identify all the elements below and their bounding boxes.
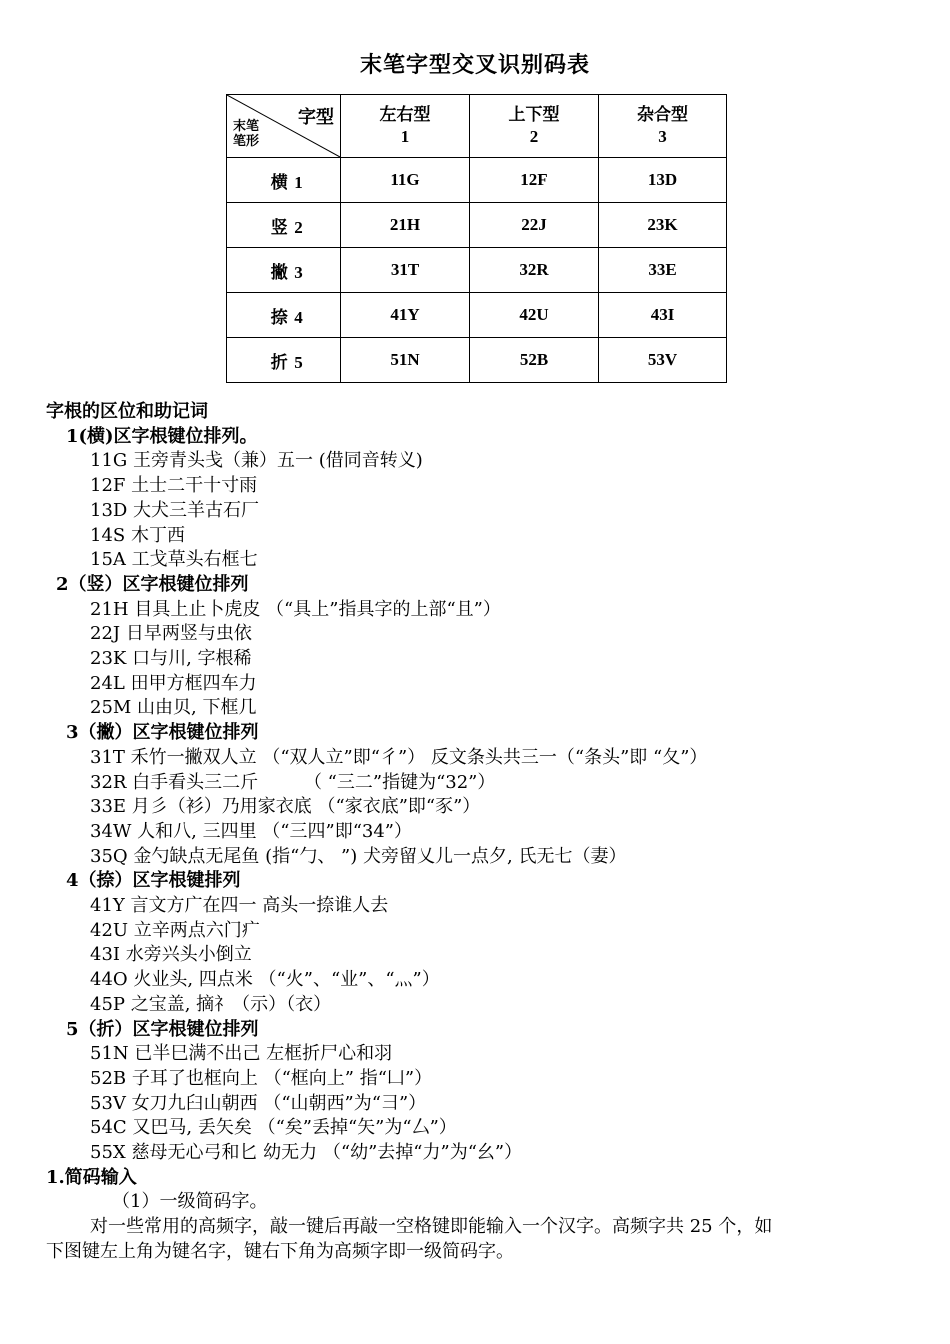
text-line: 对一些常用的高频字，敲一键后再敲一空格键即能输入一个汉字。高频字共 25 个，如 bbox=[90, 1216, 773, 1237]
column-header bbox=[470, 95, 599, 158]
text-line: 41Y 言文方广在四一 高头一捺谁人去 bbox=[90, 895, 389, 916]
text-line: 21H 目具上止卜虎皮 （“具上”指具字的上部“且”） bbox=[90, 599, 501, 620]
row-header bbox=[227, 158, 341, 203]
table-cell: 32R bbox=[470, 248, 599, 293]
text-line: 43I 水旁兴头小倒立 bbox=[90, 944, 252, 965]
row-header bbox=[227, 248, 341, 293]
text-line: 54C 又巴马, 丢矢矣 （“矣”丢掉“矢”为“厶”） bbox=[90, 1117, 457, 1138]
text-line: 34W 人和八, 三四里 （“三四”即“34”） bbox=[90, 821, 413, 842]
section-heading: 4（捺）区字根键排列 bbox=[66, 870, 241, 891]
table-cell: 12F bbox=[470, 158, 599, 203]
section-heading: 3（撇）区字根键位排列 bbox=[66, 722, 259, 743]
table-cell: 21H bbox=[341, 203, 470, 248]
table-row bbox=[227, 248, 727, 293]
text-line: 12F 土士二干十寸雨 bbox=[90, 475, 258, 496]
table-cell: 23K bbox=[599, 203, 727, 248]
table-cell: 11G bbox=[341, 158, 470, 203]
text-line: 13D 大犬三羊古石厂 bbox=[90, 500, 260, 521]
column-name: 杂合型 bbox=[637, 105, 688, 124]
table-cell: 42U bbox=[470, 293, 599, 338]
stroke-number: 1 bbox=[294, 172, 303, 192]
stroke-name: 折 bbox=[270, 352, 288, 372]
text-line: （1）一级简码字。 bbox=[112, 1191, 268, 1212]
text-line: 45P 之宝盖, 摘礻（示）（衣） bbox=[90, 994, 332, 1015]
identification-code-table bbox=[226, 94, 727, 383]
text-line: 33E 月彡（衫）乃用家衣底 （“家衣底”即“豕”） bbox=[90, 796, 481, 817]
text-line: 23K 口与川, 字根稀 bbox=[90, 648, 252, 669]
text-line: 32R 白手看头三二斤 （ “三二”指键为“32”） bbox=[90, 772, 496, 793]
text-line: 35Q 金勺缺点无尾鱼 (指“勹、 ”) 犬旁留乂儿一点夕, 氏无七（妻） bbox=[90, 846, 627, 867]
section-heading: 5（折）区字根键位排列 bbox=[66, 1019, 259, 1040]
section-heading: 1.简码输入 bbox=[46, 1167, 137, 1188]
corner-left-label-2: 笔形 bbox=[233, 133, 260, 148]
stroke-name: 撇 bbox=[270, 262, 288, 282]
corner-left-label-1: 末笔 bbox=[233, 118, 260, 133]
table-cell: 52B bbox=[470, 338, 599, 383]
stroke-number: 5 bbox=[294, 352, 303, 372]
text-line: 22J 日早两竖与虫依 bbox=[90, 623, 252, 644]
stroke-name: 竖 bbox=[270, 217, 288, 237]
text-line: 15A 工戈草头右框七 bbox=[90, 549, 258, 570]
table-cell: 22J bbox=[470, 203, 599, 248]
text-line: 25M 山由贝, 下框几 bbox=[90, 697, 257, 718]
text-line: 11G 王旁青头戋（兼）五一 (借同音转义) bbox=[90, 450, 423, 471]
stroke-number: 3 bbox=[294, 262, 303, 282]
table-cell: 43I bbox=[599, 293, 727, 338]
table-cell: 13D bbox=[599, 158, 727, 203]
stroke-number: 2 bbox=[294, 217, 303, 237]
column-name: 上下型 bbox=[508, 105, 560, 124]
row-header bbox=[227, 293, 341, 338]
table-header-row bbox=[227, 95, 727, 158]
table-cell: 31T bbox=[341, 248, 470, 293]
text-line: 24L 田甲方框四车力 bbox=[90, 673, 257, 694]
text-line: 51N 已半巳满不出己 左框折尸心和羽 bbox=[90, 1043, 393, 1064]
table-row bbox=[227, 338, 727, 383]
text-line: 下图键左上角为键名字，键右下角为高频字即一级简码字。 bbox=[46, 1241, 514, 1262]
text-line: 52B 子耳了也框向上 （“框向上” 指“凵”） bbox=[90, 1068, 433, 1089]
section-heading: 1(横)区字根键位排列。 bbox=[66, 426, 258, 447]
text-line: 14S 木丁西 bbox=[90, 525, 185, 546]
table-cell: 53V bbox=[599, 338, 727, 383]
text-line: 42U 立辛两点六门疒 bbox=[90, 920, 260, 941]
text-line: 53V 女刀九臼山朝西 （“山朝西”为“彐”） bbox=[90, 1093, 427, 1114]
corner-top-label: 字型 bbox=[298, 107, 334, 127]
table-row bbox=[227, 203, 727, 248]
row-header bbox=[227, 203, 341, 248]
column-header bbox=[599, 95, 727, 158]
row-header bbox=[227, 338, 341, 383]
section-heading: 字根的区位和助记词 bbox=[46, 401, 208, 422]
stroke-number: 4 bbox=[294, 307, 303, 327]
section-heading: 2（竖）区字根键位排列 bbox=[56, 574, 249, 595]
text-line: 55X 慈母无心弓和匕 幼无力 （“幼”去掉“力”为“幺”） bbox=[90, 1142, 523, 1163]
table-cell: 51N bbox=[341, 338, 470, 383]
column-header bbox=[341, 95, 470, 158]
corner-cell bbox=[227, 95, 341, 158]
page-title: 末笔字型交叉识别码表 bbox=[359, 52, 590, 78]
stroke-name: 横 bbox=[270, 172, 288, 192]
column-number: 3 bbox=[658, 127, 667, 146]
table-row bbox=[227, 158, 727, 203]
stroke-name: 捺 bbox=[270, 307, 288, 327]
text-line: 44O 火业头, 四点米 （“火”、“业”、“灬”） bbox=[90, 969, 440, 990]
table-row bbox=[227, 293, 727, 338]
text-line: 31T 禾竹一撇双人立 （“双人立”即“彳”） 反文条头共三一（“条头”即 “夂”） bbox=[90, 747, 708, 768]
column-name: 左右型 bbox=[379, 105, 431, 124]
table-cell: 41Y bbox=[341, 293, 470, 338]
column-number: 2 bbox=[529, 127, 539, 146]
table-cell: 33E bbox=[599, 248, 727, 293]
column-number: 1 bbox=[400, 127, 410, 146]
